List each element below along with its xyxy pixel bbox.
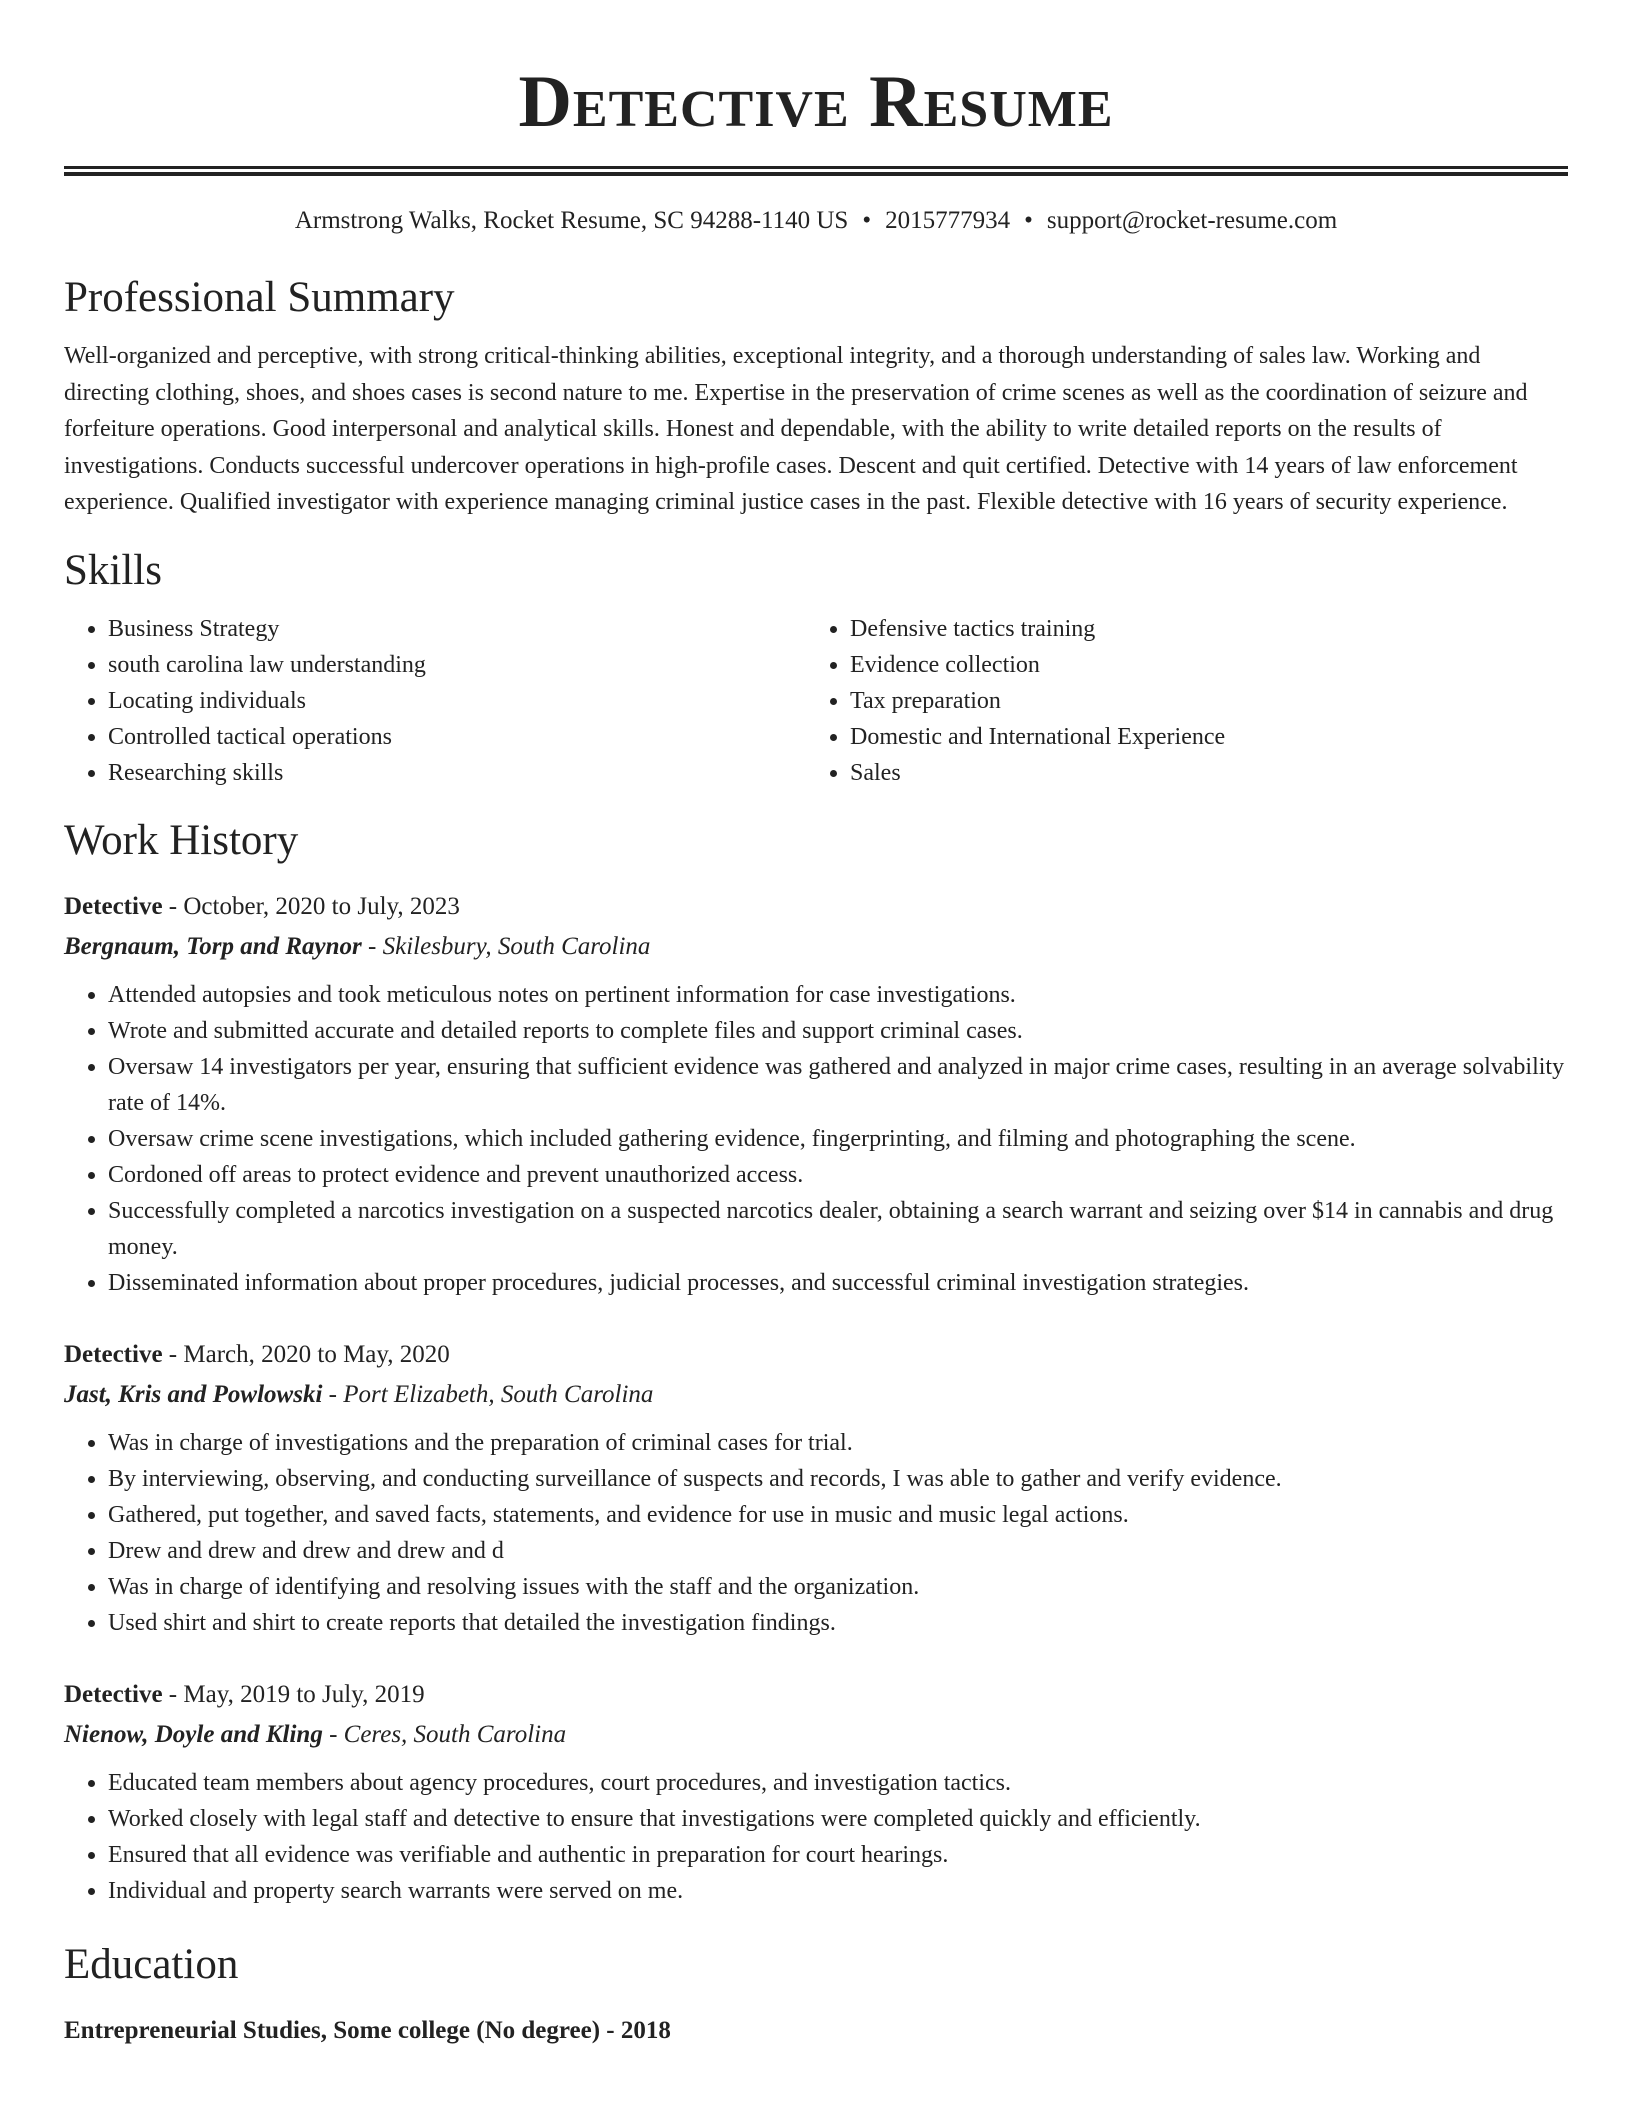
skill-item: • Locating individuals [108,683,806,719]
job-bullet: • Oversaw 14 investigators per year, ensuring that sufficient evidence was gathered and analyzed in major crime cases, resulting in an average solvability rate of 14%. [108,1049,1568,1121]
skills-heading: Skills [64,546,162,594]
job-dates: May, 2019 to July, 2019 [183,1680,425,1708]
job-bullet: • By interviewing, observing, and conducting surveillance of suspects and records, I was able to gather and verify evidence. [108,1461,1568,1497]
document-title: Detective Resume [518,61,1114,143]
job-bullet: • Used shirt and shirt to create reports that detailed the investigation findings. [108,1605,1568,1641]
job-bullet: • Educated team members about agency procedures, court procedures, and investigation tactics. [108,1765,1568,1801]
company-line: Nienow, Doyle and Kling - Ceres, South Carolina [64,1720,567,1748]
job-bullet: • Ensured that all evidence was verifiable and authentic in preparation for court hearings. [108,1837,1568,1873]
skill-item: • Controlled tactical operations [108,719,806,755]
resume-page [64,0,1568,2051]
job-title: Detective [64,1340,163,1368]
company-line: Bergnaum, Torp and Raynor - Skilesbury, South Carolina [64,932,651,960]
job-entry [64,1335,1568,1641]
skill-item: • Researching skills [108,755,806,791]
skill-item: • south carolina law understanding [108,647,806,683]
company-line: Jast, Kris and Powlowski - Port Elizabeth, South Carolina [64,1380,654,1408]
skill-item: • Tax preparation [850,683,1548,719]
skills-list [64,611,1568,791]
contact-line [64,206,1568,236]
skill-item: • Sales [850,755,1548,791]
job-bullet: • Wrote and submitted accurate and detailed reports to complete files and support criminal cases. [108,1013,1568,1049]
job-bullet: • Individual and property search warrants were served on me. [108,1873,1568,1909]
job-dates: March, 2020 to May, 2020 [183,1340,450,1368]
job-entry [64,887,1568,1301]
job-title-line: Detective - May, 2019 to July, 2019 [64,1680,425,1708]
skill-item: • Evidence collection [850,647,1548,683]
contact-separator: • [1024,207,1033,234]
job-bullet: • Was in charge of identifying and resolving issues with the staff and the organization. [108,1569,1568,1605]
job-title: Detective [64,892,163,920]
job-dates: October, 2020 to July, 2023 [183,892,460,920]
company-name: Bergnaum, Torp and Raynor [64,932,362,960]
contact-address: Armstrong Walks, Rocket Resume, SC 94288-1140 US [294,207,849,234]
job-bullets [64,1425,1568,1641]
job-bullet: • Cordoned off areas to protect evidence and prevent unauthorized access. [108,1157,1568,1193]
job-bullet: • Was in charge of investigations and the preparation of criminal cases for trial. [108,1425,1568,1461]
job-bullet: • Gathered, put together, and saved facts, statements, and evidence for use in music and music legal actions. [108,1497,1568,1533]
company-name: Nienow, Doyle and Kling [64,1720,323,1748]
contact-separator: • [862,207,872,234]
job-bullet: • Oversaw crime scene investigations, which included gathering evidence, fingerprinting, and filming and photographing the scene. [108,1121,1568,1157]
job-bullet: • Attended autopsies and took meticulous notes on pertinent information for case investigations. [108,977,1568,1013]
job-bullet: • Drew and drew and drew and drew and d [108,1533,1568,1569]
contact-email: support@rocket-resume.com [1046,207,1338,234]
skill-item: • Domestic and International Experience [850,719,1548,755]
job-bullets [64,1765,1568,1909]
skills-column-left [64,611,806,791]
job-title-line: Detective - October, 2020 to July, 2023 [64,892,460,920]
job-bullet: • Worked closely with legal staff and detective to ensure that investigations were completed quickly and efficiently. [108,1801,1568,1837]
job-title-line: Detective - March, 2020 to May, 2020 [64,1340,450,1368]
education-heading: Education [64,1940,239,1988]
education-entry [64,2011,1568,2051]
job-entry [64,1675,1568,1909]
summary-heading: Professional Summary [64,274,455,321]
title-double-rule [64,166,1568,176]
job-bullets [64,977,1568,1301]
company-location: Ceres, South Carolina [343,1720,567,1748]
skills-column-right [806,611,1548,791]
company-name: Jast, Kris and Powlowski [64,1380,323,1408]
contact-phone: 2015777934 [885,207,1011,234]
skill-item: • Business Strategy [108,611,806,647]
job-bullet: • Disseminated information about proper procedures, judicial processes, and successful criminal investigation strategies. [108,1265,1568,1301]
skill-item: • Defensive tactics training [850,611,1548,647]
company-location: Skilesbury, South Carolina [382,932,651,960]
job-title: Detective [64,1680,163,1708]
summary-text: Well-organized and perceptive, with strong critical-thinking abilities, exceptional integrity, and a thorough understanding of sales law. Working and directing clothing, shoes, and shoes cases is second nature to me. Expertise in the preservation of crime scenes as well as the coordination of seizure and forfeiture operations. Good interpersonal and analytical skills. Honest and dependable, with the ability to write detailed reports on the results of investigations. Conducts successful undercover operations in high-profile cases. Descent and quit certified. Detective with 14 years of law enforcement experience. Qualified investigator with experience managing criminal justice cases in the past. Flexible detective with 16 years of security experience. [64,343,1528,515]
education-degree: Entrepreneurial Studies, Some college (No degree) - 2018 [64,2016,671,2044]
job-bullet: • Successfully completed a narcotics investigation on a suspected narcotics dealer, obtaining a search warrant and seizing over $14 in cannabis and drug money. [108,1193,1568,1265]
company-location: Port Elizabeth, South Carolina [343,1380,654,1408]
work-history-heading: Work History [64,816,299,864]
